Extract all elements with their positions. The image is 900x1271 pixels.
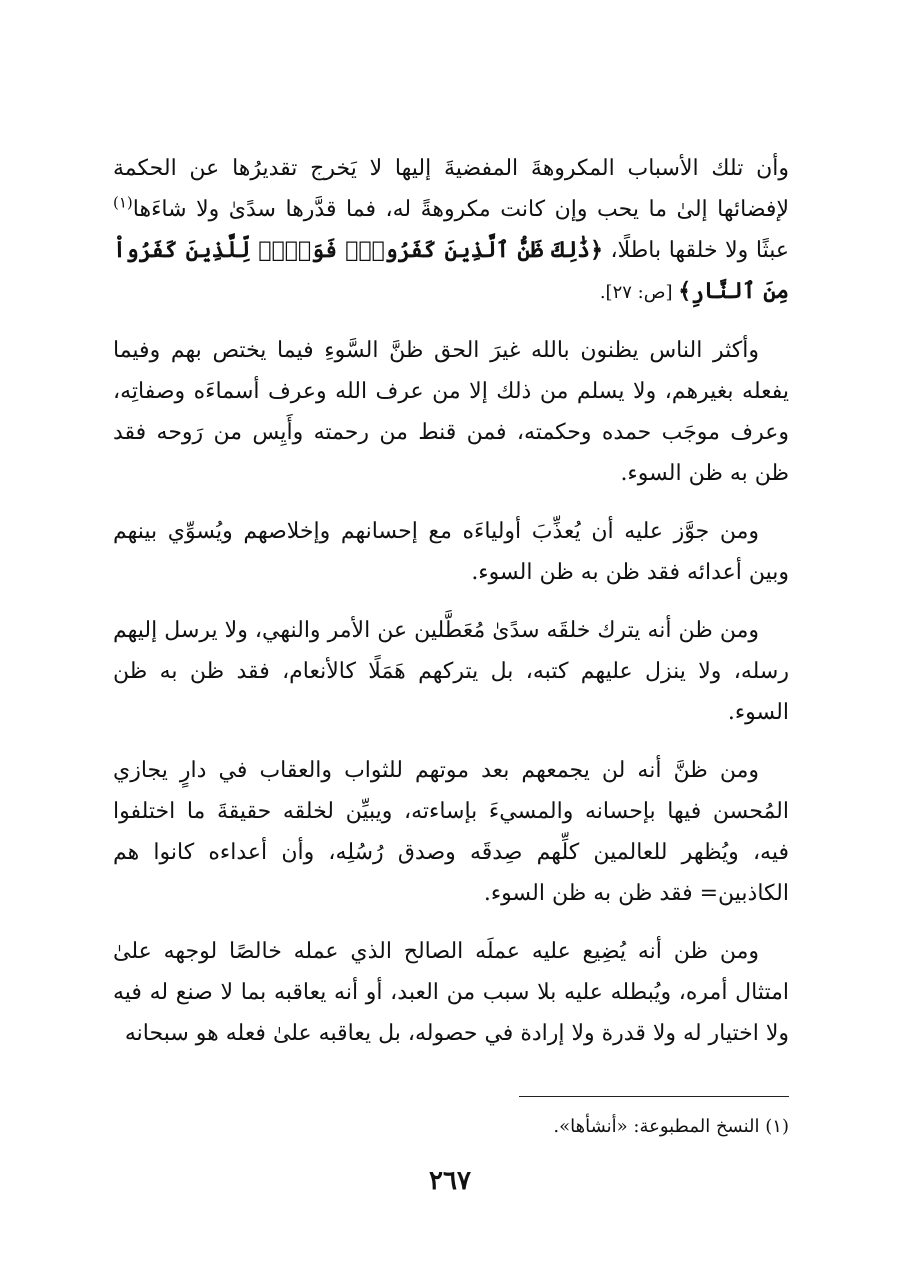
footnote-text: النسخ المطبوعة: «أنشأها». — [553, 1116, 760, 1137]
paragraph-2: وأكثر الناس يظنون بالله غيرَ الحق ظنَّ السَّوءِ فيما يختص بهم وفيما يفعله بغيرهم، ولا يسلم من ذلك إلا من عرف الله وعرف أسماءَه وصفاتِه، وعرف موجَب حمده وحكمته، فمن قنط من رحمته وأَيِس من رَوحه فقد ظن به ظن السوء. — [113, 338, 789, 486]
body-text — [113, 148, 789, 1071]
paragraph-5: ومن ظنَّ أنه لن يجمعهم بعد موتهم للثواب والعقاب في دارٍ يجازي المُحسن فيها بإحسانه والمسيءَ بإساءته، ويبيِّن لخلقه حقيقةَ ما اختلفوا فيه، ويُظهر للعالمين كلِّهم صِدقَه وصدق رُسُلِه، وأن أعداءه كانوا هم الكاذبين= فقد ظن به ظن السوء. — [113, 758, 789, 906]
verse-reference: [ص: ٢٧]. — [599, 282, 679, 303]
paragraph-6: ومن ظن أنه يُضِيع عليه عملَه الصالح الذي عمله خالصًا لوجهه علىٰ امتثال أمره، ويُبطله عليه بلا سبب من العبد، أو أنه يعاقبه بما لا صنع له فيه ولا اختيار له ولا قدرة ولا إرادة في حصوله، بل يعاقبه علىٰ فعله هو سبحانه — [113, 939, 789, 1046]
footnote-divider — [519, 1096, 789, 1097]
paragraph-1-continuation: عبثًا ولا خلقها باطلًا، — [602, 238, 790, 263]
paragraph-1-text: وأن تلك الأسباب المكروهةَ المفضيةَ إليها لا يَخرج تقديرُها عن الحكمة لإفضائها إلىٰ ما يحب وإن كانت مكروهةً له، فما قدَّرها سدًىٰ ولا شاءَها — [113, 156, 789, 222]
paragraph-1 — [113, 148, 789, 313]
footnote — [389, 1113, 789, 1141]
paragraph-3: ومن جوَّز عليه أن يُعذِّبَ أولياءَه مع إحسانهم وإخلاصهم ويُسوِّي بينهم وبين أعدائه فقد ظن به ظن السوء. — [113, 519, 789, 585]
footnote-marker[interactable]: (١) — [113, 193, 133, 212]
quran-verse: ﴿ذَٰلِكَ ظَنُّ ٱلَّذِينَ كَفَرُواْۚ فَوَيۡلٞ لِّلَّذِينَ كَفَرُواْ مِنَ ٱلنَّارِ﴾ — [113, 237, 789, 304]
paragraph-4: ومن ظن أنه يترك خلقَه سدًىٰ مُعَطَّلين عن الأمر والنهي، ولا يرسل إليهم رسله، ولا ينزل عليهم كتبه، بل يتركهم هَمَلًا كالأنعام، فقد ظن به ظن السوء. — [113, 618, 789, 725]
page-number: ٢٦٧ — [429, 1166, 471, 1196]
footnote-number: (١) — [765, 1116, 789, 1137]
